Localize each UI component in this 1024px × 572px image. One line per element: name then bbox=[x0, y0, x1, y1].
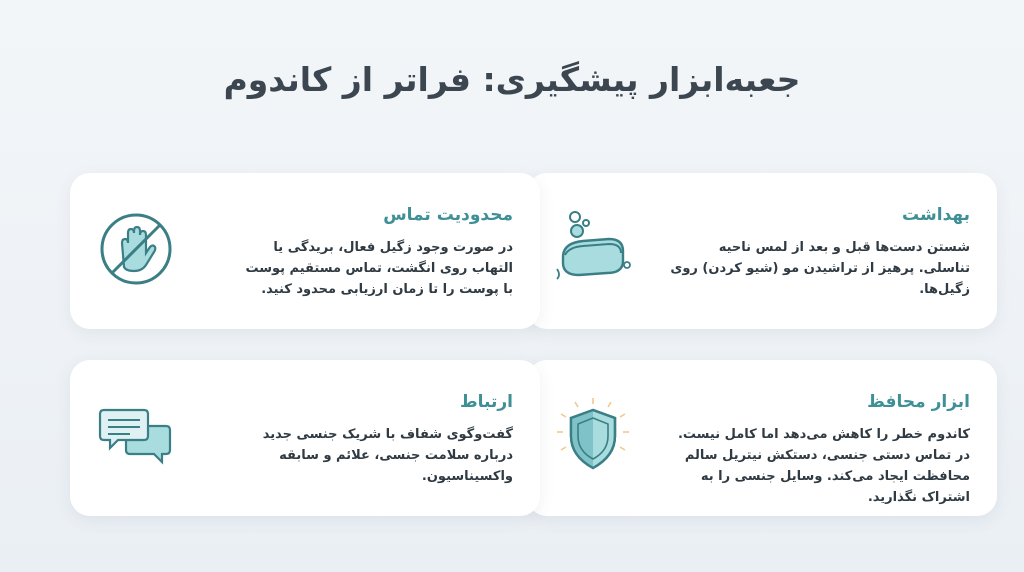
card-protect bbox=[527, 360, 997, 516]
card-communication bbox=[70, 360, 540, 516]
no-hand-icon bbox=[96, 209, 176, 289]
soap-bubbles-icon bbox=[553, 209, 633, 289]
card-hygiene-text: شستن دست‌ها قبل و بعد از لمس ناحیه تناسلی. پرهیز از تراشیدن مو (شیو کردن) روی زگیل‌ها. bbox=[670, 240, 970, 297]
card-protect-title: ابزار محافظ bbox=[867, 392, 970, 412]
card-contact-title: محدودیت تماس bbox=[383, 205, 513, 225]
chat-bubbles-icon bbox=[96, 396, 176, 476]
card-hygiene-title: بهداشت bbox=[902, 205, 970, 225]
card-protect-text: کاندوم خطر را کاهش می‌دهد اما کامل نیست. در تماس دستی جنسی، دستکش نیتریل سالم محافظت ایجاد می‌کند. وسایل جنسی را به اشتراک نگذارید. bbox=[677, 427, 970, 505]
card-contact bbox=[70, 173, 540, 329]
page-title: جعبه‌ابزار پیشگیری: فراتر از کاندوم bbox=[223, 60, 801, 99]
card-communication-title: ارتباط bbox=[460, 392, 513, 412]
card-communication-text: گفت‌وگوی شفاف با شریک جنسی جدید درباره سلامت جنسی، علائم و سابقه واکسیناسیون. bbox=[262, 427, 513, 484]
card-contact-text: در صورت وجود زگیل فعال، بریدگی یا التهاب روی انگشت، تماس مستقیم پوست با پوست را تا زمان ارزیابی محدود کنید. bbox=[245, 240, 513, 297]
card-hygiene bbox=[527, 173, 997, 329]
shield-icon bbox=[553, 396, 633, 476]
